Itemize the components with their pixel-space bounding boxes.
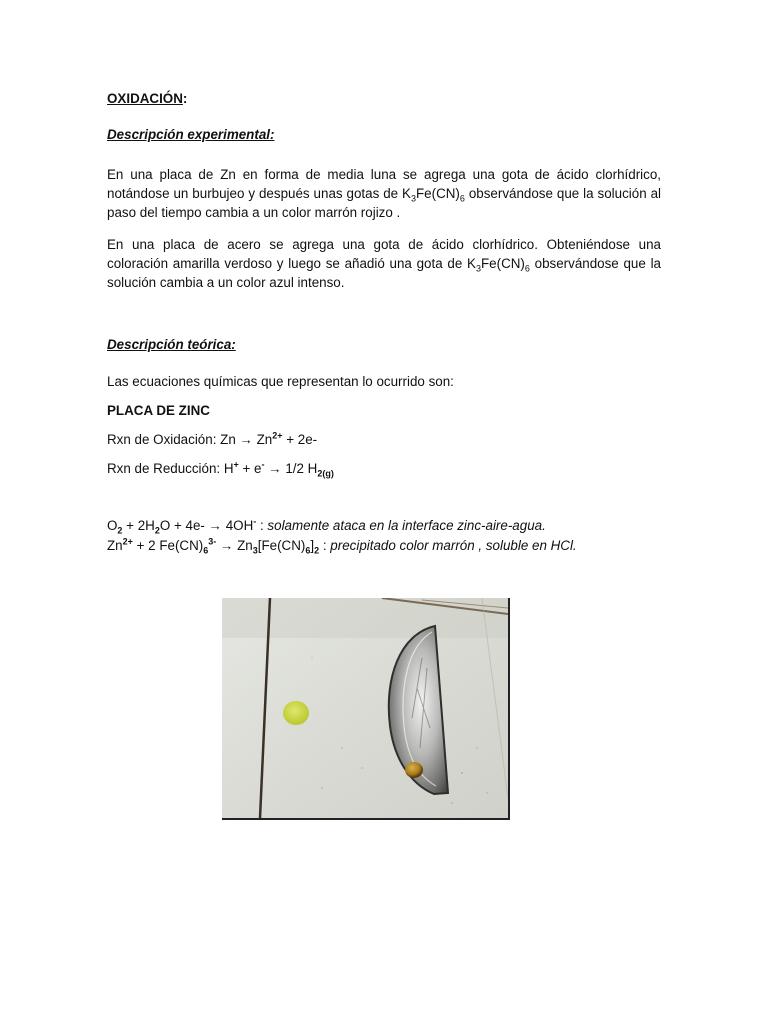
experimental-paragraph-2 (107, 235, 661, 292)
p2-text-pre: En una placa de acero se agrega una gota de ácido clorhídrico. Obteniéndose una coloración amarilla verdoso y luego se añadió una gota de K (107, 237, 661, 271)
eq1-c: : (256, 518, 268, 533)
eq1-o: O (107, 518, 118, 533)
red-charge-h: + (233, 459, 239, 470)
p2-text-mid: Fe(CN) (480, 256, 525, 271)
title-text: OXIDACIÓN (107, 91, 183, 106)
eq2-c: [Fe(CN) (257, 538, 306, 553)
red-charge-e: - (261, 459, 265, 470)
experimental-heading: Descripción experimental: (107, 127, 275, 142)
p1-sub-1: 3 (410, 193, 416, 204)
reduction-equation (107, 459, 334, 479)
experimental-paragraph-1 (107, 165, 661, 222)
teorica-intro: Las ecuaciones químicas que representan lo ocurrido son: (107, 374, 454, 389)
ox-rest: + 2e- (282, 432, 318, 447)
eq1-h-sub: 2 (154, 525, 160, 536)
zinc-heading: PLACA DE ZINC (107, 403, 210, 418)
eq1-oh-sup: - (253, 516, 257, 527)
experiment-photo (222, 598, 510, 820)
eq2-note: precipitado color marrón , soluble en HCl. (330, 538, 577, 553)
eq2-b: → Zn (216, 538, 253, 553)
eq2-fe-sup: 3- (208, 536, 217, 547)
eq2-d-sub: 6 (305, 545, 311, 556)
page-title (107, 91, 187, 106)
teorica-heading: Descripción teórica: (107, 337, 236, 352)
p1-text-pre: En una placa de Zn en forma de media luna se agrega una gota de ácido clorhídrico, notándose un burbujeo y después unas gotas de K (107, 167, 661, 201)
red-plus-e: + e (238, 461, 262, 476)
p1-sub-2: 6 (459, 193, 465, 204)
red-label: Rxn de Reducción: H (107, 461, 234, 476)
ox-charge: 2+ (272, 430, 283, 441)
zinc-plate-photo (222, 598, 508, 818)
precipitate-equation (107, 536, 577, 556)
oxygen-equation (107, 516, 546, 536)
red-rest: → 1/2 H (264, 461, 318, 476)
eq2-fe-sub: 6 (203, 545, 209, 556)
eq2-e-sub: 2 (314, 545, 320, 556)
p1-text-mid: Fe(CN) (415, 186, 460, 201)
ox-label: Rxn de Oxidación: Zn (107, 432, 240, 447)
ox-arrow: → (239, 432, 257, 447)
p2-sub-2: 6 (524, 263, 530, 274)
oxidation-equation (107, 432, 317, 447)
p1-text-post: observándose que la solución al paso del tiempo cambia a un color marrón rojizo . (107, 186, 661, 220)
ox-zn: Zn (256, 432, 273, 447)
p2-sub-1: 3 (475, 263, 481, 274)
eq2-zn-sub: 3 (252, 545, 258, 556)
eq2-zn: Zn (107, 538, 123, 553)
eq1-b: O + 4e- → 4OH (159, 518, 254, 533)
eq1-o-sub: 2 (117, 525, 123, 536)
eq2-zn-sup: 2+ (122, 536, 133, 547)
eq1-note: solamente ataca en la interface zinc-aire-agua. (267, 518, 546, 533)
title-colon: : (182, 91, 188, 106)
eq2-a: + 2 Fe(CN) (132, 538, 204, 553)
eq1-a: + 2H (122, 518, 155, 533)
red-sub: 2(g) (317, 468, 334, 479)
p2-text-post: observándose que la solución cambia a un color azul intenso. (107, 256, 661, 290)
eq2-f: : (319, 538, 331, 553)
eq2-d: ] (310, 538, 315, 553)
